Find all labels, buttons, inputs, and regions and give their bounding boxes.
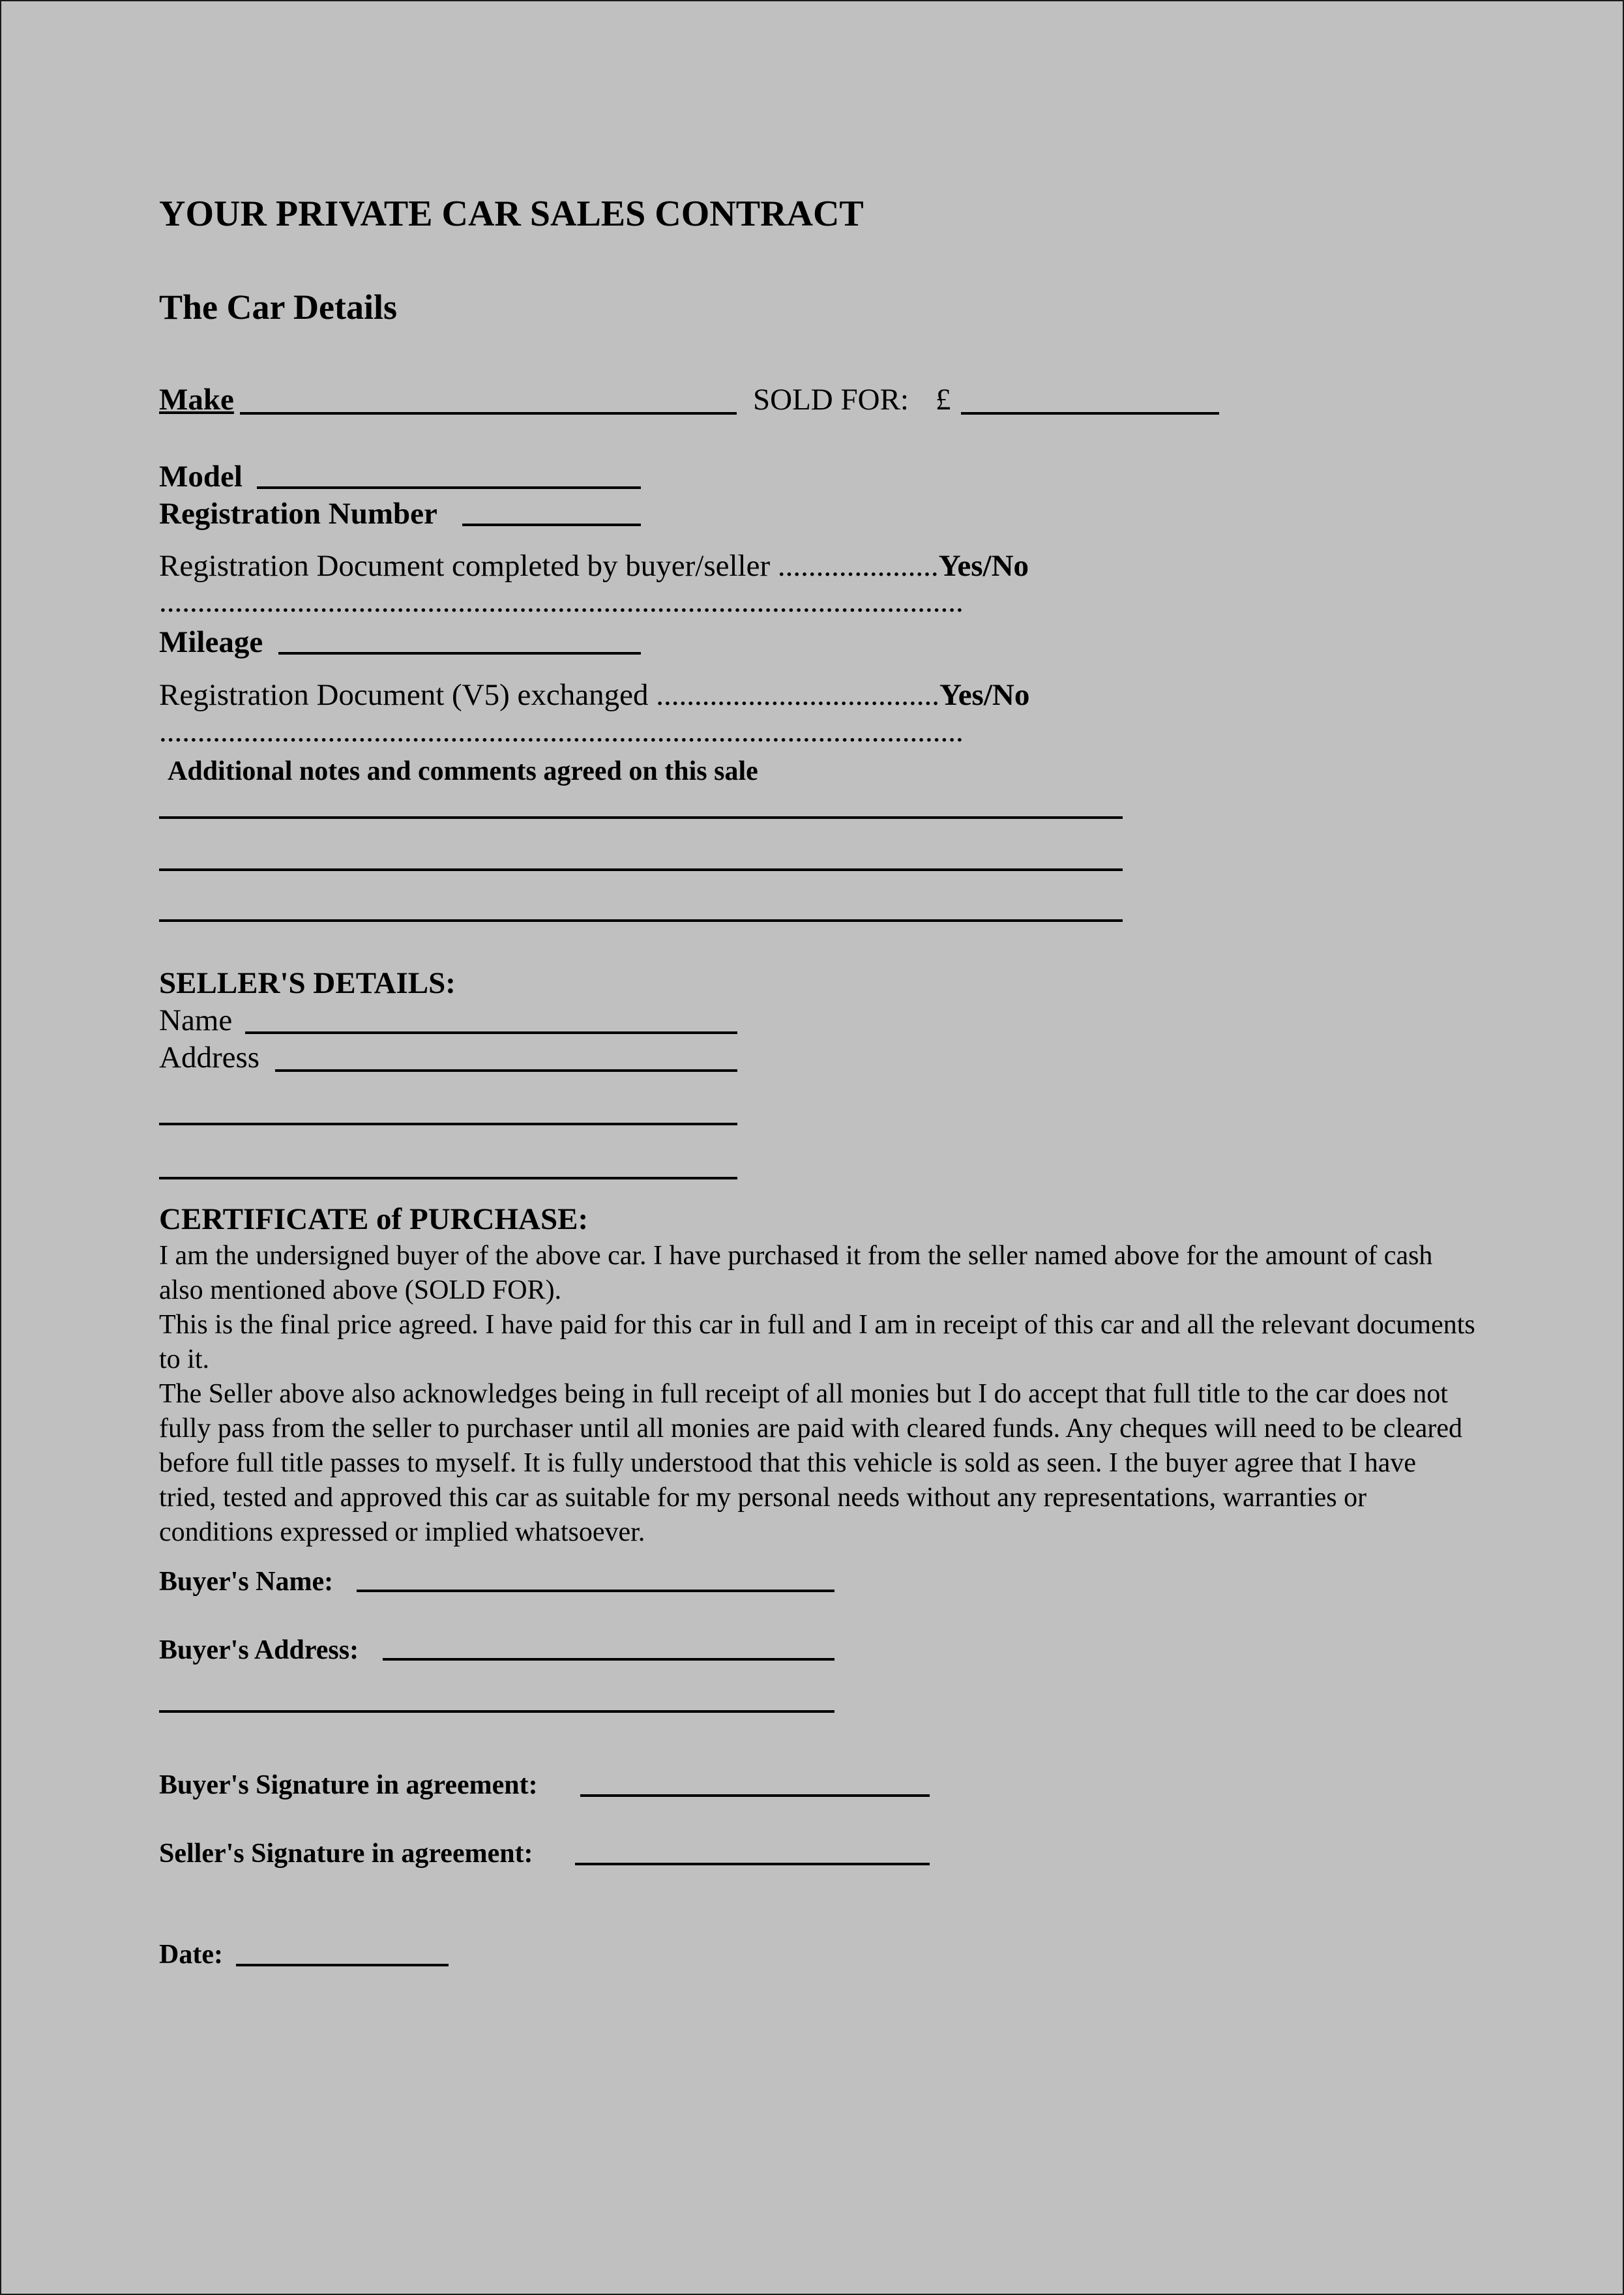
seller-address-label: Address — [159, 1041, 260, 1074]
buyer-name-field[interactable] — [357, 1590, 834, 1592]
notes-line-1[interactable] — [159, 816, 1123, 819]
date-field[interactable] — [236, 1964, 449, 1966]
make-label: Make — [159, 383, 234, 417]
v5-exchanged-statement: Registration Document (V5) exchanged ..................................... — [159, 678, 939, 712]
sold-for-label: SOLD FOR: — [753, 383, 909, 417]
buyer-address-label: Buyer's Address: — [159, 1635, 359, 1665]
car-details-heading: The Car Details — [159, 288, 397, 327]
make-field[interactable] — [240, 412, 737, 415]
v5-exchanged-text — [159, 680, 1029, 711]
model-label: Model — [159, 460, 243, 494]
certificate-paragraph-1: I am the undersigned buyer of the above car. I have purchased it from the seller named above for the amount of cash also mentioned above (SOLD FOR). — [159, 1241, 1433, 1305]
additional-notes-heading: Additional notes and comments agreed on this sale — [168, 756, 758, 786]
buyer-signature-field[interactable] — [580, 1794, 930, 1797]
seller-name-label: Name — [159, 1003, 233, 1037]
buyer-signature-label: Buyer's Signature in agreement: — [159, 1770, 538, 1800]
date-label: Date: — [159, 1940, 223, 1970]
notes-line-2[interactable] — [159, 868, 1123, 871]
dotted-line-1: ......................................................................................................... — [159, 587, 964, 617]
model-field[interactable] — [257, 486, 641, 489]
buyer-address-field-1[interactable] — [383, 1658, 834, 1661]
mileage-field[interactable] — [278, 652, 641, 655]
seller-address-field-3[interactable] — [159, 1177, 737, 1179]
notes-line-3[interactable] — [159, 919, 1123, 922]
registration-number-label: Registration Number — [159, 497, 437, 531]
dotted-line-2: ......................................................................................................... — [159, 717, 964, 747]
seller-name-field[interactable] — [245, 1031, 737, 1034]
certificate-heading: CERTIFICATE of PURCHASE: — [159, 1202, 589, 1236]
seller-signature-label: Seller's Signature in agreement: — [159, 1839, 533, 1869]
seller-signature-field[interactable] — [575, 1863, 930, 1865]
reg-doc-completed-statement: Registration Document completed by buyer/seller ..................... — [159, 549, 939, 583]
reg-doc-completed-choice[interactable]: Yes/No — [938, 549, 1029, 583]
sold-for-field[interactable] — [961, 412, 1219, 415]
certificate-body — [159, 1239, 1476, 1550]
buyer-name-label: Buyer's Name: — [159, 1567, 334, 1597]
v5-exchanged-choice[interactable]: Yes/No — [939, 678, 1030, 712]
reg-doc-completed-text — [159, 551, 1029, 582]
seller-address-field-2[interactable] — [159, 1123, 737, 1125]
certificate-paragraph-2: This is the final price agreed. I have paid for this car in full and I am in receipt of this car and all the relevant documents to it. — [159, 1310, 1475, 1374]
seller-details-heading: SELLER'S DETAILS: — [159, 966, 456, 1000]
registration-number-field[interactable] — [462, 524, 641, 526]
certificate-paragraph-3: The Seller above also acknowledges being in full receipt of all monies but I do accept that full title to the car does not fully pass from the seller to purchaser until all monies are paid with cleared funds. Any cheques will need to be cleared before full title passes to myself. It is fully understood that this vehicle is sold as seen. I the buyer agree that I have tried, tested and approved this car as suitable for my personal needs without any representations, warranties or conditions expressed or implied whatsoever. — [159, 1379, 1463, 1547]
currency-symbol: £ — [936, 383, 951, 417]
buyer-address-field-2[interactable] — [159, 1710, 834, 1713]
seller-address-field-1[interactable] — [275, 1069, 737, 1072]
contract-title: YOUR PRIVATE CAR SALES CONTRACT — [159, 194, 864, 234]
mileage-label: Mileage — [159, 625, 263, 659]
